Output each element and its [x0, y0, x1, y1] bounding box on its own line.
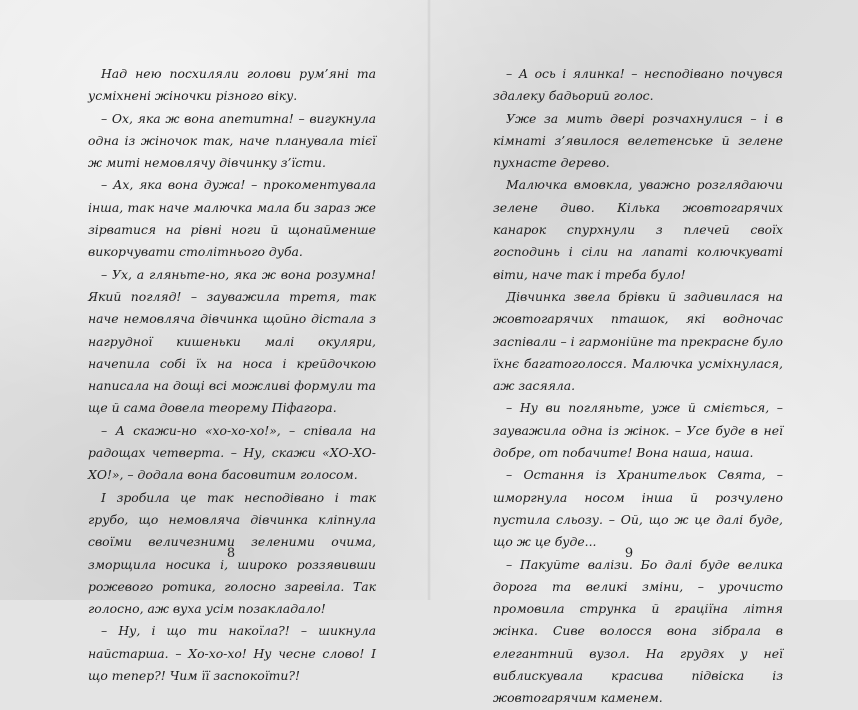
paragraph: Над нею посхиляли голови рум’яні та усміхнені жіночки різного віку. [88, 66, 376, 104]
right-page-text [493, 63, 783, 710]
paragraph: – Ну ви погляньте, уже й сміється, – зауважила одна із жінок. – Усе буде в неї добре, от побачите! Вона наша, наша. [493, 400, 783, 461]
left-page-text [88, 63, 376, 687]
paragraph: Малючка вмовкла, уважно розглядаючи зелене диво. Кілька жовтогарячих канарок спурхнули з плечей своїх господинь і сіли на лапаті колючкуваті віти, наче так і треба було! [493, 177, 783, 282]
page-number-left: 8 [226, 546, 236, 561]
page-number-right: 9 [624, 546, 634, 561]
paragraph: – А скажи-но «хо-хо-хо!», – співала на радощах четверта. – Ну, скажи «ХО-ХО-ХО!», – додала вона басовитим голосом. [88, 422, 376, 483]
left-page [0, 0, 429, 684]
paragraph: – Ох, яка ж вона апетитна! – вигукнула одна із жіночок так, наче планувала тієї ж миті немовлячу дівчинку з’їсти. [88, 110, 376, 171]
paragraph: І зробила це так несподівано і так грубо, що немовляча дівчинка кліпнула своїми величезними зеленими очима, зморщила носика і, широко роззявивши рожевого ротика, голосно заревіла. Так голосно, аж вуха усім позакладало! [88, 489, 376, 617]
paragraph: – Ах, яка вона дужа! – прокоментувала інша, так наче малючка мала би зараз же зірватися на рівні ноги й щонайменше викорчувати столітнього дуба. [88, 177, 376, 260]
paragraph: – А ось і ялинка! – несподівано почувся здалеку бадьорий голос. [493, 66, 783, 104]
paragraph: – Остання із Хранительок Свята, – шморгнула носом інша й розчулено пустила сльозу. – Ой, що ж це далі буде, що ж це буде... [493, 467, 783, 550]
right-page [429, 0, 858, 706]
paragraph: – Ух, а гляньте-но, яка ж вона розумна! Який погляд! – зауважила третя, так наче немовляча дівчинка щойно дістала з нагрудної кишеньки малі окуляри, начепила собі їх на носа і крейдочкою написала на дощі всі можливі формули та ще й сама довела теорему Піфагора. [88, 266, 376, 416]
paragraph: Дівчинка звела брівки й задивилася на жовтогарячих пташок, які водночас заспівали – і гармонійне та прекрасне було їхнє багатоголосся. Малючка усміхнулася, аж засяяла. [493, 288, 783, 394]
paragraph: – Ну, і що ти накоїла?! – шикнула найстарша. – Хо-хо-хо! Ну чесне слово! І що тепер?! Чим її заспокоїти?! [88, 623, 376, 684]
paragraph: – Пакуйте валізи. Бо далі буде велика дорога та великі зміни, – урочисто промовила струнка й граціїна літня жінка. Сиве волосся вона зібрала в елегантний вузол. На грудях у неї виблискувала красива підвіска із жовтогарячим каменем. [493, 556, 783, 706]
paragraph: Уже за мить двері розчахнулися – і в кімнаті з’явилося велетенське й зелене пухнасте дерево. [493, 110, 783, 171]
